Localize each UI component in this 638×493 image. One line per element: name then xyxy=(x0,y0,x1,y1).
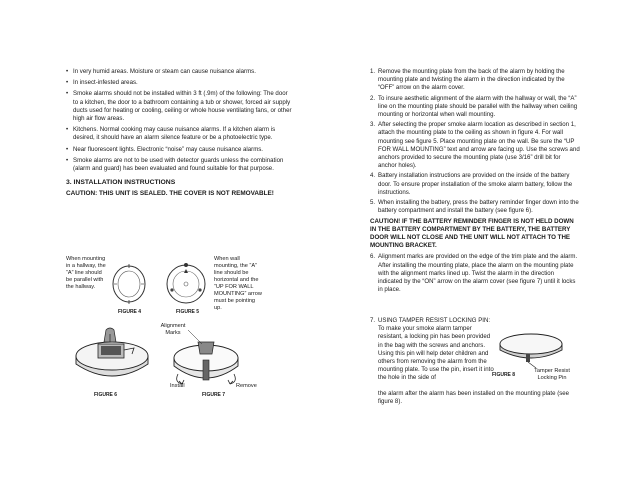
step-number: 1. xyxy=(370,68,376,75)
bullet-item: • Near fluorescent lights. Electronic “noise” may cause nuisance alarms. xyxy=(66,146,294,154)
step7-body-b: the alarm after the alarm has been installed on the mounting plate (see figure 8). xyxy=(378,390,570,406)
bullet-item: • Kitchens. Normal cooking may cause nuisance alarms. If a kitchen alarm is desired, it should have an alarm silence feature or be a photoelectric type. xyxy=(66,126,294,142)
figure6-illustration xyxy=(70,328,154,390)
step-text: After selecting the proper smoke alarm location as described in section 1, attach the mounting plate to the ceiling as shown in figure 4. For wall mounting see figure 5. Place mounting plate on the wall. Be sure the “UP FOR WALL MOUNTING” text and arrow are facing up. Use the screws and anchors provided to secure the mounting plate (use 3/16” drill bit for anchor holes). xyxy=(378,121,580,170)
step-text: Alignment marks are provided on the edge of the trim plate and the alarm. After installing the mounting plate, place the alarm on the mounting plate with the alignment marks lined up. Twist the alarm in the direction indicated by the “ON” arrow on the alarm cover (see figure 7) until it locks in place. xyxy=(378,253,578,294)
step-number: 5. xyxy=(370,199,376,207)
step-item xyxy=(370,199,580,215)
figure8-label: FIGURE 8 xyxy=(492,372,516,378)
step7-text xyxy=(378,317,496,383)
install-label: Install xyxy=(170,383,185,389)
step-item xyxy=(370,68,580,93)
bullet-item: • Smoke alarms are not to be used with detector guards unless the combination (alarm and guard) has been evaluated and found suitable for that purpose. xyxy=(66,157,294,173)
remove-label: Remove xyxy=(236,383,257,389)
figure4-illustration xyxy=(104,260,154,312)
step-text: Remove the mounting plate from the back of the alarm by holding the mounting plate and twisting the alarm in the direction indicated by the “OFF” arrow on the alarm cover. xyxy=(378,68,565,92)
step-number: 2. xyxy=(370,94,376,102)
section-title: 3. INSTALLATION INSTRUCTIONS xyxy=(66,179,176,187)
right-column xyxy=(370,68,580,296)
step-text: To insure aesthetic alignment of the alarm with the hallway or wall, the “A” line on the mounting plate should be parallel with the hallway when ceiling mounting or horizontal when wall mounting. xyxy=(378,94,578,119)
hallway-instruction: When mounting in a hallway, the “A” line should be parallel with the hallway. xyxy=(66,256,106,290)
left-column xyxy=(66,68,294,198)
step-number: 3. xyxy=(370,121,376,129)
figure4-label: FIGURE 4 xyxy=(118,309,142,315)
step-text: Battery installation instructions are provided on the inside of the battery door. To ensure proper installation of the smoke alarm battery, follow the instructions. xyxy=(378,172,573,196)
location-bullets xyxy=(66,68,294,173)
figure5-label: FIGURE 5 xyxy=(176,309,200,315)
step7-body-a: To make your smoke alarm tamper resistant, a locking pin has been provided in the bag with the screws and anchors. Using this pin will help deter children and others from removing the alarm from the mounting plate. To use the pin, insert it into the hole in the side of xyxy=(378,325,494,382)
wall-mount-instruction: When wall mounting, the “A” line should be horizontal and the “UP FOR WALL MOUNTING” arrow must be pointing up. xyxy=(214,256,262,311)
step7-number: 7. xyxy=(370,317,376,324)
figure6-label: FIGURE 6 xyxy=(94,392,118,398)
step-number: 6. xyxy=(370,253,376,261)
step7-title: USING TAMPER RESIST LOCKING PIN: xyxy=(378,317,491,324)
step-item xyxy=(370,121,580,170)
step-item xyxy=(370,95,580,120)
install-steps xyxy=(370,68,580,215)
figure7-label: FIGURE 7 xyxy=(202,392,226,398)
bullet-item: • Smoke alarms should not be installed within 3 ft (.9m) of the following: The door to a kitchen, the door to a bathroom containing a tub or shower, forced air supply ducts used for heating or cooling, ceiling or whole house ventilating fans, or other high air flow areas. xyxy=(66,90,294,123)
install-steps-continued xyxy=(370,253,580,294)
step-number: 4. xyxy=(370,172,376,180)
step-item xyxy=(370,172,580,197)
step-text: When installing the battery, press the battery reminder finger down into the battery compartment and install the battery (see figure 6). xyxy=(378,199,579,215)
tamper-pin-label: Tamper Resist Locking Pin xyxy=(534,368,570,381)
caution-battery: CAUTION! IF THE BATTERY REMINDER FINGER IS NOT HELD DOWN IN THE BATTERY COMPARTMENT BY THE BATTERY, THE BATTERY DOOR WILL NOT CLOSE AND THE UNIT WILL NOT ATTACH TO THE MOUNTING BRACKET. xyxy=(370,218,574,250)
alignment-marks-label: Alignment Marks xyxy=(160,323,186,336)
figure8-illustration xyxy=(496,326,566,366)
step-item xyxy=(370,253,580,294)
figure5-illustration xyxy=(163,258,209,310)
bullet-item: • In very humid areas. Moisture or steam can cause nuisance alarms. xyxy=(66,68,294,76)
caution-sealed: CAUTION: THIS UNIT IS SEALED. THE COVER IS NOT REMOVABLE! xyxy=(66,190,274,198)
bullet-item: • In insect-infested areas. xyxy=(66,79,294,87)
